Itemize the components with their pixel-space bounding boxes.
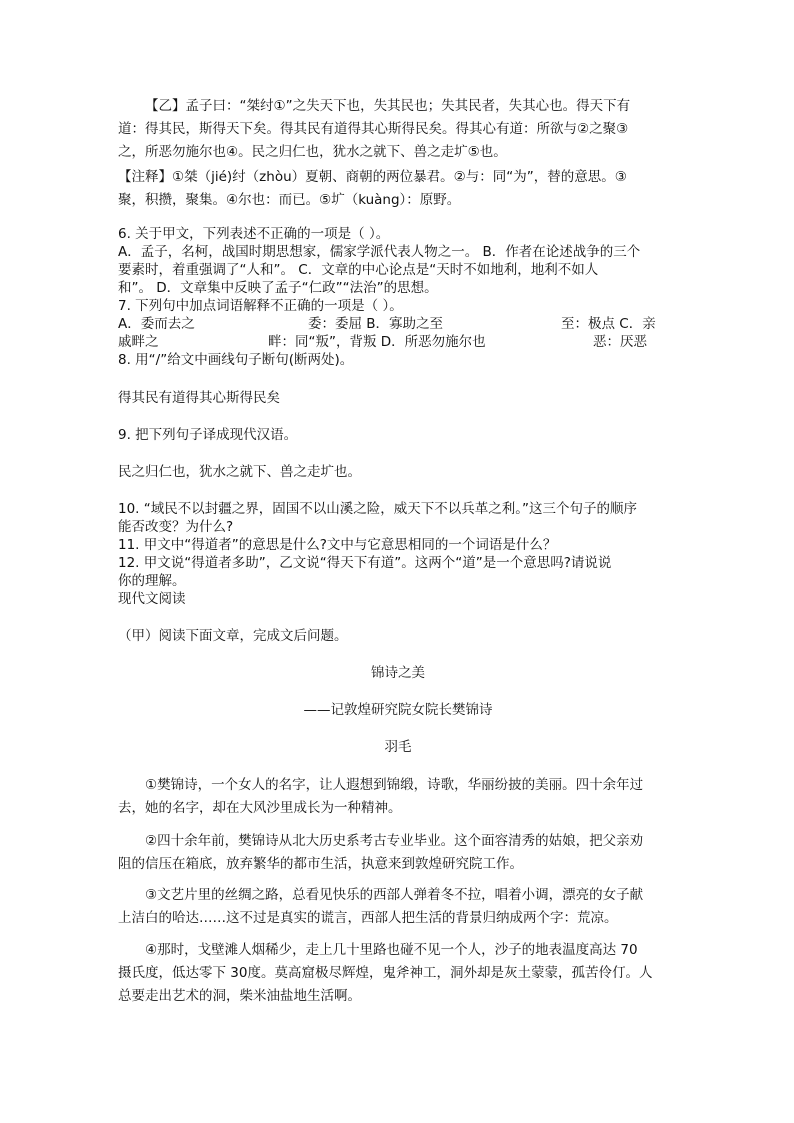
question-option-line: A．孟子，名柯，战国时期思想家，儒家学派代表人物之一。 B．作者在论述战争的三个 [118, 244, 641, 260]
question-stem: 7. 下列句中加点词语解释不正确的一项是（ ）。 [118, 298, 403, 314]
article-subtitle: ——记敦煌研究院女院长樊锦诗 [303, 702, 493, 718]
question-9: 9. 把下列句子译成现代汉语。 [118, 427, 298, 443]
article-title: 锦诗之美 [371, 665, 425, 681]
question-option-row [118, 315, 678, 333]
option-a-meaning: 委：委屈 B．寡助之至 [308, 316, 444, 332]
question-option-row [118, 333, 678, 351]
paragraph-line: 阻的信压在箱底，放弃繁华的都市生活，执意来到敦煌研究院工作。 [118, 856, 523, 872]
article-paragraph-4 [118, 939, 678, 1008]
paragraph-line: ③文艺片里的丝绸之路，总看见快乐的西部人弹着冬不拉，唱着小调，漂亮的女子献 [145, 887, 644, 903]
question-12-line: 12. 甲文说“得道者多助”，乙文说“得天下有道”。这两个“道”是一个意思吗?请说说 [118, 555, 612, 571]
paragraph-line: 去，她的名字，却在大风沙里成长为一种精神。 [118, 800, 402, 816]
question-stem: 8. 用“/”给文中画线句子断句(断两处)。 [118, 352, 354, 368]
notes-line: 聚，积攒，聚集。④尔也：而已。⑤圹（kuàng）：原野。 [118, 192, 461, 208]
option-a-text: A．委而去之 [118, 316, 195, 332]
notes [118, 166, 678, 212]
question-10-12 [118, 500, 678, 608]
question-12-line: 你的理解。 [118, 573, 186, 589]
reading-intro: （甲）阅读下面文章，完成文后问题。 [118, 628, 348, 644]
option-c-text: 戚畔之 [118, 334, 159, 350]
paragraph-line: 总要走出艺术的洞，柴米油盐地生活啊。 [118, 988, 361, 1004]
paragraph-line: ②四十余年前，樊锦诗从北大历史系考古专业毕业。这个面容清秀的姑娘，把父亲劝 [145, 833, 644, 849]
yi-passage-line: 之，所恶勿施尔也④。民之归仁也，犹水之就下、兽之走圹⑤也。 [118, 144, 507, 160]
question-10-line: 能否改变？为什么? [118, 519, 234, 535]
yi-passage-line: 【乙】孟子曰：“桀纣①”之失天下也，失其民也；失其民者，失其心也。得天下有 [145, 98, 631, 114]
question-8-sentence: 得其民有道得其心斯得民矣 [118, 390, 280, 406]
paragraph-line: ④那时，戈壁滩人烟稀少，走上几十里路也碰不见一个人，沙子的地表温度高达 70 [145, 942, 638, 958]
question-option-line: 和”。 D．文章集中反映了孟子“仁政”“法治”的思想。 [118, 280, 438, 296]
article-paragraph-3 [118, 884, 678, 930]
question-11: 11. 甲文中“得道者”的意思是什么?文中与它意思相同的一个词语是什么？ [118, 537, 557, 553]
question-6 [118, 225, 678, 297]
option-d-meaning: 恶：厌恶 [593, 334, 647, 350]
paragraph-line: ①樊锦诗，一个女人的名字，让人遐想到锦缎，诗歌，华丽纷披的美丽。四十余年过 [145, 777, 644, 793]
yi-passage [118, 95, 678, 164]
option-c-meaning: 畔：同“叛”，背叛 D．所恶勿施尔也 [268, 334, 486, 350]
question-9-sentence: 民之归仁也，犹水之就下、兽之走圹也。 [118, 464, 361, 480]
section-heading: 现代文阅读 [118, 591, 186, 607]
question-7 [118, 297, 678, 369]
yi-passage-line: 道：得其民，斯得天下矣。得其民有道得其心斯得民矣。得其心有道：所欲与②之聚③ [118, 121, 629, 137]
notes-line: 【注释】①桀（jié)纣（zhòu）夏朝、商朝的两位暴君。②与：同“为”，替的意思。③ [118, 169, 627, 185]
question-stem: 6. 关于甲文，下列表述不正确的一项是（ ）。 [118, 226, 390, 242]
article-author: 羽毛 [384, 739, 412, 755]
paragraph-line: 上洁白的哈达……这不过是真实的谎言，西部人把生活的背景归纳成两个字：荒凉。 [118, 910, 618, 926]
article-paragraph-2 [118, 830, 678, 876]
question-option-line: 要素时，着重强调了“人和”。 C．文章的中心论点是“天时不如地利，地利不如人 [118, 262, 599, 278]
paragraph-line: 摄氏度，低达零下 30度。莫高窟极尽辉煌，鬼斧神工，洞外却是灰土蒙蒙，孤苦伶仃。人 [118, 965, 653, 981]
option-b-meaning: 至：极点 C．亲 [561, 316, 656, 332]
question-10-line: 10. “域民不以封疆之界，固国不以山溪之险，威天下不以兵革之利。”这三个句子的顺序 [118, 501, 637, 517]
article-paragraph-1 [118, 774, 678, 820]
